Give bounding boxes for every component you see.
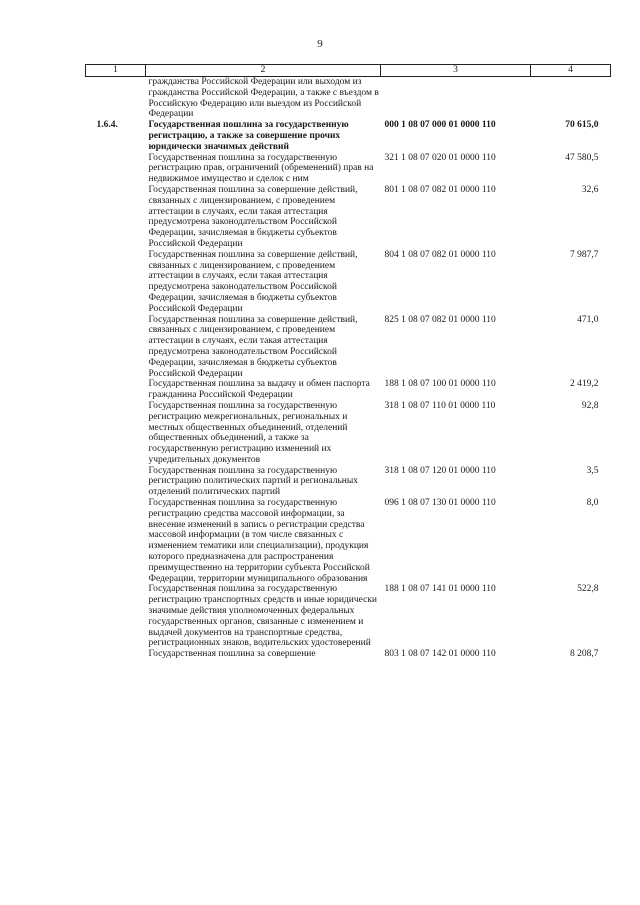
row-name: Государственная пошлина за совершение действий, связанных с лицензированием, с проведением аттестации в случаях, если такая аттестация предусмотрена законодательством Российской Федерации, зачисляемая в бюджеты субъектов Российской Федерации <box>148 314 358 379</box>
row-number <box>86 153 146 185</box>
table-body <box>86 77 611 661</box>
table-row <box>86 250 611 315</box>
row-code: 825 1 08 07 082 01 0000 110 <box>384 314 496 325</box>
row-code: 804 1 08 07 082 01 0000 110 <box>384 249 496 260</box>
table-row <box>86 498 611 584</box>
row-amount: 7 987,7 <box>570 249 599 260</box>
row-number <box>86 250 146 315</box>
row-number <box>86 649 146 660</box>
table-row <box>86 315 611 380</box>
row-name: Государственная пошлина за государственную регистрацию прав, ограничений (обременений) прав на недвижимое имущество и сделок с ним <box>148 152 374 185</box>
row-name: Государственная пошлина за государственную регистрацию транспортных средств и иные юридически значимые действия уполномоченных федеральных государственных органов, связанные с изменением и выдачей документов на транспортные средства, регистрационных знаков, водительских удостоверений <box>148 584 377 649</box>
row-amount: 8,0 <box>586 498 599 509</box>
row-amount: 471,0 <box>577 314 599 325</box>
row-amount: 522,8 <box>577 584 599 595</box>
column-header-1: 1 <box>86 65 146 77</box>
row-code <box>381 77 531 121</box>
column-header-3: 3 <box>381 65 531 77</box>
row-code: 801 1 08 07 082 01 0000 110 <box>384 184 496 195</box>
row-name: Государственная пошлина за государственную регистрацию, а также за совершение прочих юридически значимых действий <box>148 120 349 152</box>
row-code: 318 1 08 07 120 01 0000 110 <box>384 465 496 476</box>
row-amount: 8 208,7 <box>570 649 599 660</box>
row-amount: 32,6 <box>581 184 599 195</box>
row-code: 188 1 08 07 100 01 0000 110 <box>384 379 496 390</box>
row-code: 000 1 08 07 000 01 0000 110 <box>384 120 496 131</box>
row-code: 188 1 08 07 141 01 0000 110 <box>384 584 496 595</box>
row-amount <box>531 77 611 121</box>
row-number <box>86 185 146 250</box>
table-row <box>86 379 611 401</box>
table-row <box>86 649 611 660</box>
row-name: Государственная пошлина за совершение действий, связанных с лицензированием, с проведением аттестации в случаях, если такая аттестация предусмотрена законодательством Российской Федерации, зачисляемая в бюджеты субъектов Российской Федерации <box>148 249 358 314</box>
table-row <box>86 584 611 649</box>
table-row <box>86 120 611 152</box>
table-header <box>86 65 611 77</box>
row-amount: 47 580,5 <box>565 152 599 163</box>
row-number <box>86 498 146 584</box>
table-row <box>86 77 611 121</box>
row-number <box>86 379 146 401</box>
row-name: Государственная пошлина за государственную регистрацию средства массовой информации, за внесение изменений в запись о регистрации средства массовой информации (в том числе связанных с изменением тематики или специализации), продукция которого предназначена для распространения преимущественно на территории субъекта Российской Федерации, территории муниципального образования <box>148 498 370 584</box>
row-number <box>86 584 146 649</box>
page-number: 9 <box>317 38 323 50</box>
row-number <box>86 466 146 498</box>
row-name: Государственная пошлина за совершение <box>148 649 316 660</box>
row-amount: 70 615,0 <box>565 120 599 131</box>
table-row <box>86 466 611 498</box>
revenue-table <box>85 64 611 660</box>
column-header-4: 4 <box>531 65 611 77</box>
row-code: 318 1 08 07 110 01 0000 110 <box>384 400 496 411</box>
table-row <box>86 185 611 250</box>
row-code: 803 1 08 07 142 01 0000 110 <box>384 649 496 660</box>
row-number <box>86 315 146 380</box>
table-row <box>86 401 611 466</box>
row-name: Государственная пошлина за совершение действий, связанных с лицензированием, с проведением аттестации в случаях, если такая аттестация предусмотрена законодательством Российской Федерации, зачисляемая в бюджеты субъектов Российской Федерации <box>148 184 358 249</box>
row-number <box>86 401 146 466</box>
table-row <box>86 153 611 185</box>
row-amount: 2 419,2 <box>570 379 599 390</box>
row-amount: 3,5 <box>586 465 599 476</box>
row-amount: 92,8 <box>581 400 599 411</box>
row-name: Государственная пошлина за государственную регистрацию межрегиональных, региональных и местных общественных объединений, отделений общественных объединений, а также за государственную регистрацию изменений их учредительных документов <box>148 400 348 465</box>
row-code: 096 1 08 07 130 01 0000 110 <box>384 498 496 509</box>
row-code: 321 1 08 07 020 01 0000 110 <box>384 152 496 163</box>
row-name: гражданства Российской Федерации или выходом из гражданства Российской Федерации, а также с въездом в Российскую Федерацию или выездом из Российской Федерации <box>148 77 379 120</box>
column-header-2: 2 <box>146 65 381 77</box>
row-name: Государственная пошлина за выдачу и обмен паспорта гражданина Российской Федерации <box>148 379 370 401</box>
row-number <box>86 77 146 121</box>
row-name: Государственная пошлина за государственную регистрацию политических партий и региональных отделений политических партий <box>148 465 359 498</box>
row-number: 1.6.4. <box>96 120 118 131</box>
